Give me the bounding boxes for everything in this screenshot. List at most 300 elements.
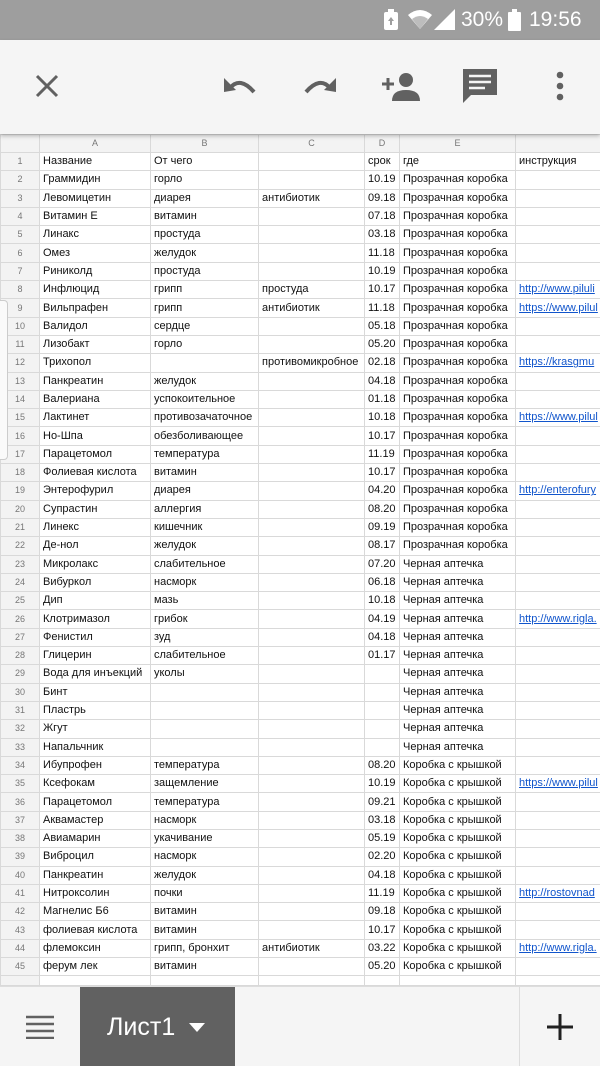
cell[interactable] (259, 427, 365, 445)
row-number[interactable]: 43 (1, 921, 40, 939)
cell[interactable]: Жгут (40, 720, 151, 738)
cell[interactable] (516, 848, 600, 866)
cell[interactable]: инструкция (516, 153, 600, 171)
cell[interactable] (516, 518, 600, 536)
row-number[interactable]: 19 (1, 482, 40, 500)
cell[interactable]: Витамин Е (40, 207, 151, 225)
cell[interactable]: простуда (151, 262, 259, 280)
cell[interactable]: Коробка с крышкой (400, 775, 516, 793)
cell[interactable]: температура (151, 445, 259, 463)
cell[interactable]: диарея (151, 189, 259, 207)
cell[interactable] (151, 701, 259, 719)
cell[interactable]: Нитроксолин (40, 884, 151, 902)
link-cell[interactable]: http://www.rigla. (516, 610, 600, 628)
cell[interactable]: 07.18 (365, 207, 400, 225)
cell[interactable] (516, 701, 600, 719)
cell[interactable]: 08.17 (365, 537, 400, 555)
row-number[interactable]: 31 (1, 701, 40, 719)
cell[interactable] (516, 317, 600, 335)
cell[interactable]: Коробка с крышкой (400, 848, 516, 866)
cell[interactable]: Прозрачная коробка (400, 207, 516, 225)
cell[interactable] (259, 775, 365, 793)
cell[interactable]: Коробка с крышкой (400, 958, 516, 976)
cell[interactable] (516, 976, 600, 986)
cell[interactable] (516, 720, 600, 738)
cell[interactable] (259, 903, 365, 921)
cell[interactable]: Панкреатин (40, 866, 151, 884)
cell[interactable] (259, 811, 365, 829)
cell[interactable]: Супрастин (40, 500, 151, 518)
cell[interactable] (151, 976, 259, 986)
cell[interactable]: Коробка с крышкой (400, 884, 516, 902)
cell[interactable]: 05.20 (365, 335, 400, 353)
row-number[interactable]: 11 (1, 335, 40, 353)
cell[interactable]: Бинт (40, 683, 151, 701)
cell[interactable] (1, 976, 40, 986)
add-sheet-button[interactable] (519, 987, 600, 1066)
cell[interactable]: горло (151, 335, 259, 353)
cell[interactable] (259, 665, 365, 683)
cell[interactable] (259, 701, 365, 719)
cell[interactable]: уколы (151, 665, 259, 683)
cell[interactable]: Левомицетин (40, 189, 151, 207)
cell[interactable]: Омез (40, 244, 151, 262)
cell[interactable] (259, 720, 365, 738)
sheets-menu-button[interactable] (0, 987, 80, 1066)
cell[interactable]: Прозрачная коробка (400, 390, 516, 408)
cell[interactable]: простуда (259, 281, 365, 299)
cell[interactable]: Парацетомол (40, 445, 151, 463)
cell[interactable]: Фенистил (40, 628, 151, 646)
row-number[interactable]: 44 (1, 939, 40, 957)
cell[interactable]: 03.18 (365, 811, 400, 829)
cell[interactable] (151, 738, 259, 756)
row-number[interactable]: 26 (1, 610, 40, 628)
row-number[interactable]: 21 (1, 518, 40, 536)
cell[interactable]: Черная аптечка (400, 555, 516, 573)
cell[interactable]: насморк (151, 811, 259, 829)
row-number[interactable]: 13 (1, 372, 40, 390)
cell[interactable] (259, 409, 365, 427)
row-number[interactable]: 4 (1, 207, 40, 225)
cell[interactable]: 03.18 (365, 226, 400, 244)
cell[interactable] (516, 464, 600, 482)
cell[interactable]: противозачаточное (151, 409, 259, 427)
cell[interactable]: Прозрачная коробка (400, 244, 516, 262)
cell[interactable]: 08.20 (365, 500, 400, 518)
cell[interactable] (259, 317, 365, 335)
cell[interactable]: 09.18 (365, 189, 400, 207)
cell[interactable]: Коробка с крышкой (400, 939, 516, 957)
undo-button[interactable] (212, 58, 268, 114)
cell[interactable] (516, 390, 600, 408)
cell[interactable]: Черная аптечка (400, 701, 516, 719)
cell[interactable]: Лизобакт (40, 335, 151, 353)
cell[interactable] (365, 665, 400, 683)
cell[interactable] (516, 537, 600, 555)
cell[interactable] (259, 244, 365, 262)
cell[interactable]: Энтерофурил (40, 482, 151, 500)
cell[interactable]: желудок (151, 372, 259, 390)
cell[interactable] (516, 793, 600, 811)
row-number[interactable]: 17 (1, 445, 40, 463)
sheet-tab-list1[interactable] (80, 987, 235, 1066)
cell[interactable]: Линекс (40, 518, 151, 536)
cell[interactable]: аллергия (151, 500, 259, 518)
row-number[interactable]: 10 (1, 317, 40, 335)
cell[interactable]: грипп (151, 299, 259, 317)
cell[interactable] (516, 335, 600, 353)
cell[interactable] (365, 738, 400, 756)
cell[interactable] (259, 884, 365, 902)
cell[interactable] (259, 537, 365, 555)
cell[interactable]: грибок (151, 610, 259, 628)
cell[interactable]: 10.17 (365, 427, 400, 445)
cell[interactable] (259, 445, 365, 463)
cell[interactable] (259, 171, 365, 189)
cell[interactable]: 06.18 (365, 573, 400, 591)
cell[interactable]: Черная аптечка (400, 738, 516, 756)
row-number[interactable]: 28 (1, 647, 40, 665)
cell[interactable] (516, 738, 600, 756)
cell[interactable]: Прозрачная коробка (400, 189, 516, 207)
column-header[interactable]: E (400, 135, 516, 153)
cell[interactable]: 01.18 (365, 390, 400, 408)
cell[interactable]: Магнелис Б6 (40, 903, 151, 921)
cell[interactable] (259, 848, 365, 866)
cell[interactable]: горло (151, 171, 259, 189)
cell[interactable]: Лактинет (40, 409, 151, 427)
cell[interactable]: температура (151, 793, 259, 811)
cell[interactable]: Граммидин (40, 171, 151, 189)
row-number[interactable]: 29 (1, 665, 40, 683)
cell[interactable] (365, 720, 400, 738)
cell[interactable]: витамин (151, 921, 259, 939)
share-add-person-button[interactable] (372, 58, 428, 114)
cell[interactable]: Прозрачная коробка (400, 226, 516, 244)
cell[interactable]: где (400, 153, 516, 171)
cell[interactable]: Коробка с крышкой (400, 793, 516, 811)
cell[interactable]: желудок (151, 866, 259, 884)
cell[interactable]: насморк (151, 848, 259, 866)
cell[interactable]: 11.19 (365, 884, 400, 902)
cell[interactable]: мазь (151, 592, 259, 610)
cell[interactable]: Аквамастер (40, 811, 151, 829)
cell[interactable]: насморк (151, 573, 259, 591)
cell[interactable]: 04.18 (365, 372, 400, 390)
cell[interactable]: почки (151, 884, 259, 902)
cell[interactable] (259, 866, 365, 884)
row-number[interactable]: 6 (1, 244, 40, 262)
cell[interactable] (259, 153, 365, 171)
cell[interactable] (259, 610, 365, 628)
cell[interactable]: Коробка с крышкой (400, 829, 516, 847)
cell[interactable]: Дип (40, 592, 151, 610)
row-number[interactable]: 35 (1, 775, 40, 793)
cell[interactable] (516, 921, 600, 939)
cell[interactable]: ферум лек (40, 958, 151, 976)
row-number[interactable]: 25 (1, 592, 40, 610)
cell[interactable]: 11.18 (365, 244, 400, 262)
cell[interactable]: 07.20 (365, 555, 400, 573)
cell[interactable]: зуд (151, 628, 259, 646)
column-header[interactable] (516, 135, 600, 153)
cell[interactable]: Трихопол (40, 354, 151, 372)
cell[interactable]: Прозрачная коробка (400, 317, 516, 335)
column-header[interactable]: C (259, 135, 365, 153)
cell[interactable] (259, 372, 365, 390)
cell[interactable]: Черная аптечка (400, 720, 516, 738)
cell[interactable]: 03.22 (365, 939, 400, 957)
row-number[interactable]: 36 (1, 793, 40, 811)
cell[interactable]: Ибупрофен (40, 756, 151, 774)
cell[interactable]: Прозрачная коробка (400, 281, 516, 299)
cell[interactable]: Вода для инъекций (40, 665, 151, 683)
cell[interactable]: Вибуркол (40, 573, 151, 591)
cell[interactable]: Фолиевая кислота (40, 464, 151, 482)
cell[interactable] (516, 573, 600, 591)
row-number[interactable]: 18 (1, 464, 40, 482)
close-button[interactable] (19, 58, 75, 114)
cell[interactable]: витамин (151, 207, 259, 225)
cell[interactable]: защемление (151, 775, 259, 793)
row-number[interactable]: 30 (1, 683, 40, 701)
cell[interactable]: 09.21 (365, 793, 400, 811)
cell[interactable]: Парацетомол (40, 793, 151, 811)
cell[interactable] (259, 647, 365, 665)
cell[interactable]: витамин (151, 464, 259, 482)
chevron-down-icon[interactable] (189, 1023, 205, 1032)
cell[interactable] (516, 226, 600, 244)
cell[interactable]: Черная аптечка (400, 683, 516, 701)
cell[interactable]: Черная аптечка (400, 610, 516, 628)
cell[interactable]: сердце (151, 317, 259, 335)
cell[interactable]: Валериана (40, 390, 151, 408)
cell[interactable]: Клотримазол (40, 610, 151, 628)
cell[interactable]: слабительное (151, 555, 259, 573)
cell[interactable]: Черная аптечка (400, 573, 516, 591)
cell[interactable]: Вильпрафен (40, 299, 151, 317)
row-number[interactable]: 23 (1, 555, 40, 573)
row-number[interactable]: 2 (1, 171, 40, 189)
cell[interactable] (365, 683, 400, 701)
more-options-button[interactable] (532, 58, 588, 114)
cell[interactable]: 04.18 (365, 866, 400, 884)
cell[interactable]: Прозрачная коробка (400, 518, 516, 536)
cell[interactable]: 02.18 (365, 354, 400, 372)
cell[interactable] (516, 665, 600, 683)
row-number[interactable]: 24 (1, 573, 40, 591)
cell[interactable] (259, 793, 365, 811)
cell[interactable]: Де-нол (40, 537, 151, 555)
cell[interactable] (516, 647, 600, 665)
cell[interactable]: Прозрачная коробка (400, 464, 516, 482)
cell[interactable]: 10.18 (365, 409, 400, 427)
cell[interactable]: Глицерин (40, 647, 151, 665)
cell[interactable]: Прозрачная коробка (400, 372, 516, 390)
row-number[interactable]: 16 (1, 427, 40, 445)
cell[interactable] (516, 445, 600, 463)
cell[interactable] (516, 207, 600, 225)
cell[interactable] (516, 244, 600, 262)
cell[interactable]: укачивание (151, 829, 259, 847)
row-number[interactable]: 5 (1, 226, 40, 244)
cell[interactable] (259, 500, 365, 518)
cell[interactable]: 10.17 (365, 921, 400, 939)
cell[interactable]: Черная аптечка (400, 628, 516, 646)
select-all-corner[interactable] (1, 135, 40, 153)
cell[interactable]: Прозрачная коробка (400, 409, 516, 427)
row-number[interactable]: 7 (1, 262, 40, 280)
cell[interactable]: Виброцил (40, 848, 151, 866)
cell[interactable] (516, 756, 600, 774)
cell[interactable]: антибиотик (259, 939, 365, 957)
row-number[interactable]: 3 (1, 189, 40, 207)
cell[interactable]: витамин (151, 903, 259, 921)
cell[interactable]: Прозрачная коробка (400, 354, 516, 372)
cell[interactable] (259, 207, 365, 225)
cell[interactable] (259, 976, 365, 986)
cell[interactable]: простуда (151, 226, 259, 244)
cell[interactable] (516, 372, 600, 390)
cell[interactable] (259, 482, 365, 500)
cell[interactable]: 04.18 (365, 628, 400, 646)
cell[interactable]: Прозрачная коробка (400, 427, 516, 445)
row-number[interactable]: 42 (1, 903, 40, 921)
cell[interactable]: Микролакс (40, 555, 151, 573)
cell[interactable]: желудок (151, 244, 259, 262)
cell[interactable] (259, 756, 365, 774)
cell[interactable]: 04.19 (365, 610, 400, 628)
row-number[interactable]: 38 (1, 829, 40, 847)
cell[interactable]: 09.19 (365, 518, 400, 536)
cell[interactable]: Но-Шпа (40, 427, 151, 445)
cell[interactable] (516, 628, 600, 646)
cell[interactable]: Прозрачная коробка (400, 500, 516, 518)
cell[interactable] (400, 976, 516, 986)
cell[interactable]: Риниколд (40, 262, 151, 280)
cell[interactable] (259, 262, 365, 280)
cell[interactable] (516, 262, 600, 280)
cell[interactable] (259, 738, 365, 756)
cell[interactable]: грипп (151, 281, 259, 299)
cell[interactable]: Прозрачная коробка (400, 537, 516, 555)
row-number[interactable]: 14 (1, 390, 40, 408)
cell[interactable] (259, 390, 365, 408)
cell[interactable]: Панкреатин (40, 372, 151, 390)
cell[interactable]: Авиамарин (40, 829, 151, 847)
cell[interactable]: слабительное (151, 647, 259, 665)
cell[interactable]: желудок (151, 537, 259, 555)
link-cell[interactable]: https://www.pilul (516, 775, 600, 793)
link-cell[interactable]: http://www.piluli (516, 281, 600, 299)
cell[interactable] (259, 335, 365, 353)
cell[interactable]: Пластрь (40, 701, 151, 719)
row-number[interactable]: 20 (1, 500, 40, 518)
column-header[interactable]: D (365, 135, 400, 153)
cell[interactable] (259, 592, 365, 610)
cell[interactable]: Коробка с крышкой (400, 921, 516, 939)
cell[interactable] (516, 829, 600, 847)
cell[interactable]: Прозрачная коробка (400, 335, 516, 353)
row-number[interactable]: 39 (1, 848, 40, 866)
cell[interactable]: витамин (151, 958, 259, 976)
cell[interactable]: кишечник (151, 518, 259, 536)
cell[interactable]: Черная аптечка (400, 665, 516, 683)
cell[interactable]: 05.20 (365, 958, 400, 976)
row-number[interactable]: 45 (1, 958, 40, 976)
cell[interactable]: флемоксин (40, 939, 151, 957)
cell[interactable]: противомикробное (259, 354, 365, 372)
cell[interactable]: 11.19 (365, 445, 400, 463)
cell[interactable]: 05.18 (365, 317, 400, 335)
row-number[interactable]: 33 (1, 738, 40, 756)
row-number[interactable]: 15 (1, 409, 40, 427)
cell[interactable]: Черная аптечка (400, 647, 516, 665)
cell[interactable] (516, 555, 600, 573)
cell[interactable]: температура (151, 756, 259, 774)
cell[interactable] (516, 500, 600, 518)
cell[interactable] (516, 189, 600, 207)
cell[interactable] (259, 464, 365, 482)
cell[interactable] (516, 592, 600, 610)
cell[interactable] (516, 427, 600, 445)
row-number[interactable]: 37 (1, 811, 40, 829)
redo-button[interactable] (292, 58, 348, 114)
cell[interactable]: диарея (151, 482, 259, 500)
cell[interactable]: Коробка с крышкой (400, 756, 516, 774)
cell[interactable]: Коробка с крышкой (400, 811, 516, 829)
cell[interactable]: Коробка с крышкой (400, 866, 516, 884)
cell[interactable]: Напальчник (40, 738, 151, 756)
cell[interactable]: Название (40, 153, 151, 171)
cell[interactable]: Прозрачная коробка (400, 299, 516, 317)
column-header[interactable]: A (40, 135, 151, 153)
cell[interactable] (516, 171, 600, 189)
row-number[interactable]: 9 (1, 299, 40, 317)
cell[interactable]: Черная аптечка (400, 592, 516, 610)
cell[interactable]: Ксефокам (40, 775, 151, 793)
row-number[interactable]: 32 (1, 720, 40, 738)
cell[interactable] (259, 628, 365, 646)
row-number[interactable]: 22 (1, 537, 40, 555)
cell[interactable]: Валидол (40, 317, 151, 335)
row-number[interactable]: 12 (1, 354, 40, 372)
cell[interactable] (259, 555, 365, 573)
cell[interactable] (259, 829, 365, 847)
cell[interactable]: 10.17 (365, 281, 400, 299)
cell[interactable] (151, 354, 259, 372)
link-cell[interactable]: https://www.pilul (516, 299, 600, 317)
row-number[interactable]: 8 (1, 281, 40, 299)
cell[interactable]: антибиотик (259, 189, 365, 207)
row-number[interactable]: 34 (1, 756, 40, 774)
cell[interactable] (365, 701, 400, 719)
cell[interactable] (151, 720, 259, 738)
cell[interactable]: 02.20 (365, 848, 400, 866)
cell[interactable] (516, 903, 600, 921)
row-number[interactable]: 40 (1, 866, 40, 884)
cell[interactable] (259, 573, 365, 591)
cell[interactable] (516, 683, 600, 701)
cell[interactable]: Прозрачная коробка (400, 171, 516, 189)
cell[interactable] (365, 976, 400, 986)
comments-button[interactable] (452, 58, 508, 114)
cell[interactable]: Прозрачная коробка (400, 445, 516, 463)
cell[interactable]: 10.19 (365, 171, 400, 189)
cell[interactable]: грипп, бронхит (151, 939, 259, 957)
cell[interactable]: 10.17 (365, 464, 400, 482)
